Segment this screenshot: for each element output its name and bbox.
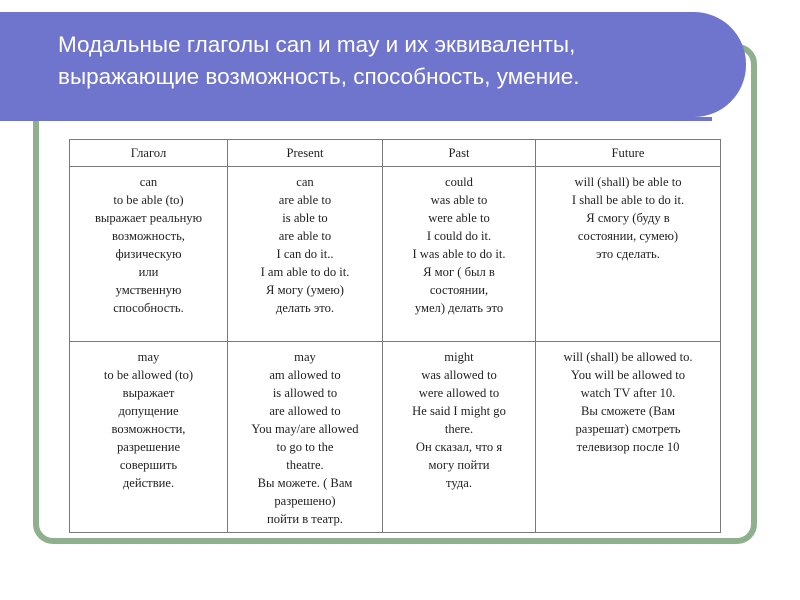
cell-line: Вы сможете (Вам	[580, 404, 676, 418]
cell-line: is allowed to	[272, 386, 338, 400]
cell-verb	[70, 167, 228, 342]
cell-line: I could do it.	[426, 229, 492, 243]
cell-line: I shall be able to do it.	[571, 193, 685, 207]
cell-line: могу пойти	[428, 458, 490, 472]
cell-line: телевизор после 10	[576, 440, 680, 454]
cell-line: состоянии,	[429, 283, 489, 297]
cell-line: there.	[444, 422, 474, 436]
cell-line: am allowed to	[269, 368, 341, 382]
title-line-1: Модальные глаголы can и may и их эквиваленты,	[58, 32, 576, 57]
cell-line: физическую	[115, 247, 182, 261]
cell-future	[536, 167, 721, 342]
cell-line: I can do it..	[276, 247, 334, 261]
cell-line: действие.	[122, 476, 175, 490]
cell-line: Вы можете. ( Вам	[257, 476, 353, 490]
cell-line: Он сказал, что я	[415, 440, 503, 454]
cell-line: I am able to do it.	[260, 265, 350, 279]
cell-line: might	[444, 350, 474, 364]
cell-line: will (shall) be able to	[574, 175, 682, 189]
cell-line: could	[445, 175, 473, 189]
cell-line: совершить	[119, 458, 178, 472]
cell-line: will (shall) be allowed to.	[563, 350, 693, 364]
cell-line: I was able to do it.	[412, 247, 506, 261]
cell-line: was able to	[430, 193, 488, 207]
table-header-row	[70, 140, 721, 167]
title-underline	[0, 117, 712, 121]
cell-past	[383, 167, 536, 342]
cell-line: Я мог ( был в	[423, 265, 495, 279]
cell-line: were allowed to	[418, 386, 500, 400]
cell-past	[383, 342, 536, 533]
cell-line: may	[294, 350, 316, 364]
cell-line: can	[296, 175, 314, 189]
cell-line: watch TV after 10.	[580, 386, 676, 400]
header-future: Future	[536, 140, 721, 167]
cell-line: туда.	[446, 476, 472, 490]
cell-line: допущение	[118, 404, 179, 418]
cell-line: theatre.	[286, 458, 324, 472]
cell-line: делать это.	[275, 301, 335, 315]
cell-verb	[70, 342, 228, 533]
header-verb: Глагол	[70, 140, 228, 167]
cell-line: состоянии, сумею)	[577, 229, 679, 243]
header-present: Present	[228, 140, 383, 167]
cell-line: are able to	[278, 229, 332, 243]
cell-present	[228, 342, 383, 533]
cell-line: is able to	[282, 211, 328, 225]
cell-line: to be able (to)	[113, 193, 184, 207]
cell-line: или	[138, 265, 159, 279]
cell-line: разрешено)	[274, 494, 336, 508]
cell-line: You will be allowed to	[570, 368, 686, 382]
cell-future	[536, 342, 721, 533]
cell-line: to go to the	[276, 440, 334, 454]
cell-line: are allowed to	[269, 404, 341, 418]
cell-line: was allowed to	[421, 368, 497, 382]
modal-verbs-table	[69, 139, 721, 533]
cell-line: can	[139, 175, 158, 189]
cell-line: возможности,	[111, 422, 186, 436]
table-row	[70, 167, 721, 342]
cell-line: He said I might go	[412, 404, 506, 418]
cell-present	[228, 167, 383, 342]
cell-line: are able to	[278, 193, 332, 207]
slide-title	[58, 29, 738, 93]
cell-line: умственную	[115, 283, 182, 297]
cell-line: умел) делать это	[414, 301, 504, 315]
cell-line: Я смогу (буду в	[586, 211, 670, 225]
title-line-2: выражающие возможность, способность, умение.	[58, 64, 580, 89]
cell-line: выражает	[122, 386, 175, 400]
table-row	[70, 342, 721, 533]
cell-line: выражает реальную	[94, 211, 203, 225]
cell-line: may	[137, 350, 160, 364]
cell-line: were able to	[428, 211, 490, 225]
cell-line: You may/are allowed	[251, 422, 359, 436]
cell-line: способность.	[113, 301, 184, 315]
cell-line: to be allowed (to)	[103, 368, 194, 382]
header-past: Past	[383, 140, 536, 167]
cell-line: возможность,	[112, 229, 185, 243]
cell-line: разрешат) смотреть	[575, 422, 681, 436]
cell-line: это сделать.	[596, 247, 660, 261]
cell-line: пойти в театр.	[267, 512, 343, 526]
cell-line: Я могу (умею)	[266, 283, 344, 297]
cell-line: разрешение	[116, 440, 181, 454]
